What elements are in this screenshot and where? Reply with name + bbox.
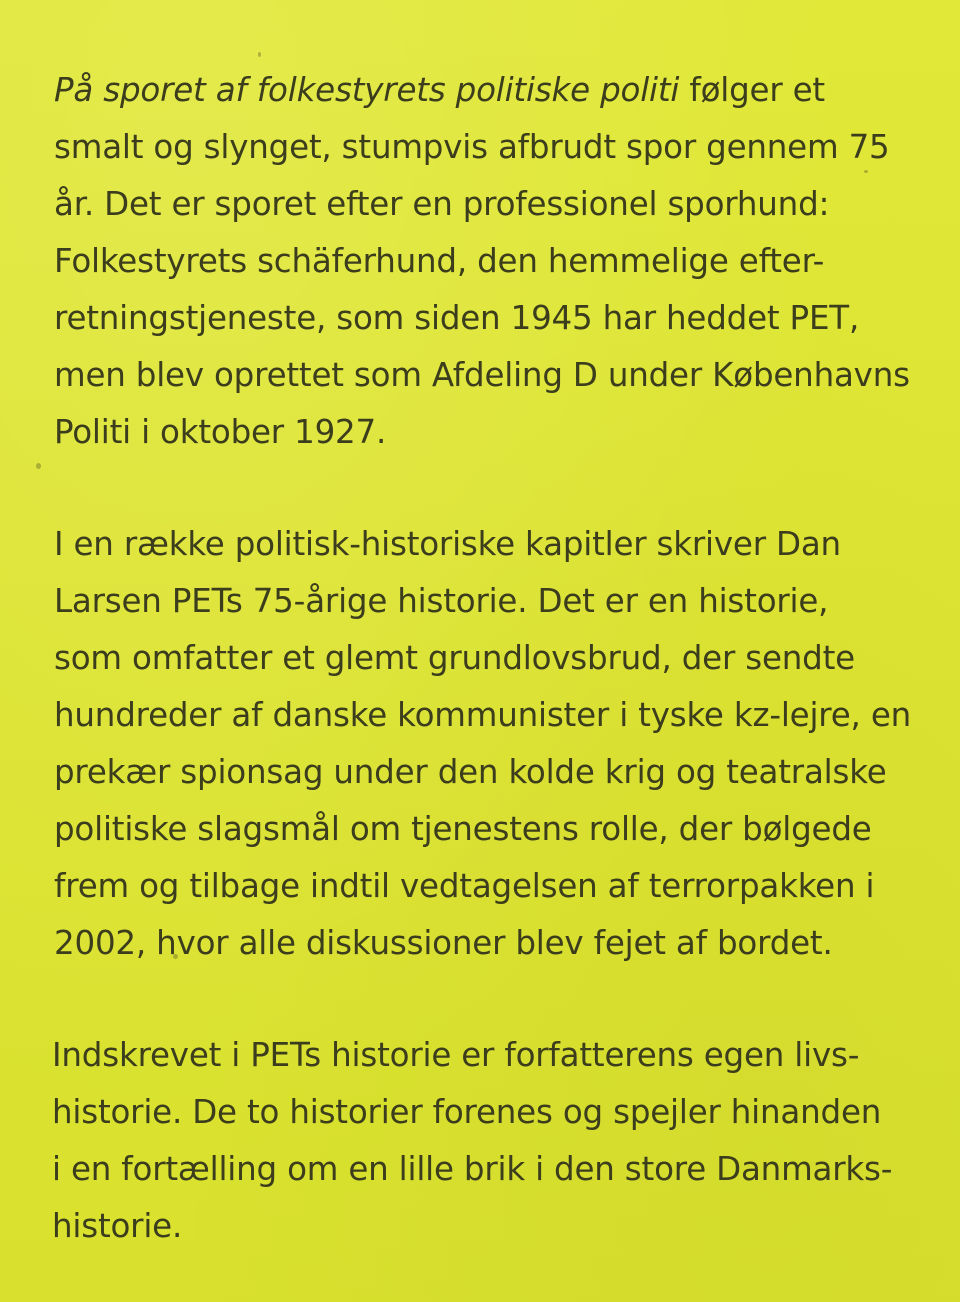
text-line: hundreder af danske kommunister i tyske kz-lejre, en [54, 696, 912, 734]
text-line: Indskrevet i PETs historie er forfatterens egen livs- [52, 1036, 860, 1074]
text-line: Folkestyrets schäferhund, den hemmelige efter- [54, 242, 825, 280]
dust-speck [36, 463, 41, 469]
text-fragment: følger et [679, 71, 825, 109]
paragraph-intro [54, 62, 934, 461]
book-title-italic: På sporet af folkestyrets politiske politi [54, 71, 680, 109]
text-line: Larsen PETs 75-årige historie. Det er en historie, [54, 582, 829, 620]
dust-speck [173, 954, 178, 959]
text-line: men blev oprettet som Afdeling D under Københavns [54, 356, 910, 394]
text-line: Politi i oktober 1927. [54, 413, 387, 451]
text-line: år. Det er sporet efter en professionel sporhund: [54, 185, 830, 223]
text-line: 2002, hvor alle diskussioner blev fejet af bordet. [54, 924, 833, 962]
paragraph-author [52, 1027, 932, 1255]
text-line: historie. [52, 1207, 183, 1245]
dust-speck [864, 170, 868, 173]
paragraph-history [54, 516, 934, 972]
text-line: i en fortælling om en lille brik i den store Danmarks- [52, 1150, 893, 1188]
text-line [54, 62, 934, 119]
text-line: prekær spionsag under den kolde krig og teatralske [54, 753, 887, 791]
text-line: som omfatter et glemt grundlovsbrud, der sendte [54, 639, 855, 677]
text-line: smalt og slynget, stumpvis afbrudt spor gennem 75 [54, 128, 890, 166]
text-line: frem og tilbage indtil vedtagelsen af terrorpakken i [54, 867, 875, 905]
text-line: I en række politisk-historiske kapitler skriver Dan [54, 525, 841, 563]
text-line: politiske slagsmål om tjenestens rolle, der bølgede [54, 810, 872, 848]
dust-speck [258, 52, 261, 57]
text-line: historie. De to historier forenes og spejler hinanden [52, 1093, 882, 1131]
text-line: retningstjeneste, som siden 1945 har heddet PET, [54, 299, 860, 337]
